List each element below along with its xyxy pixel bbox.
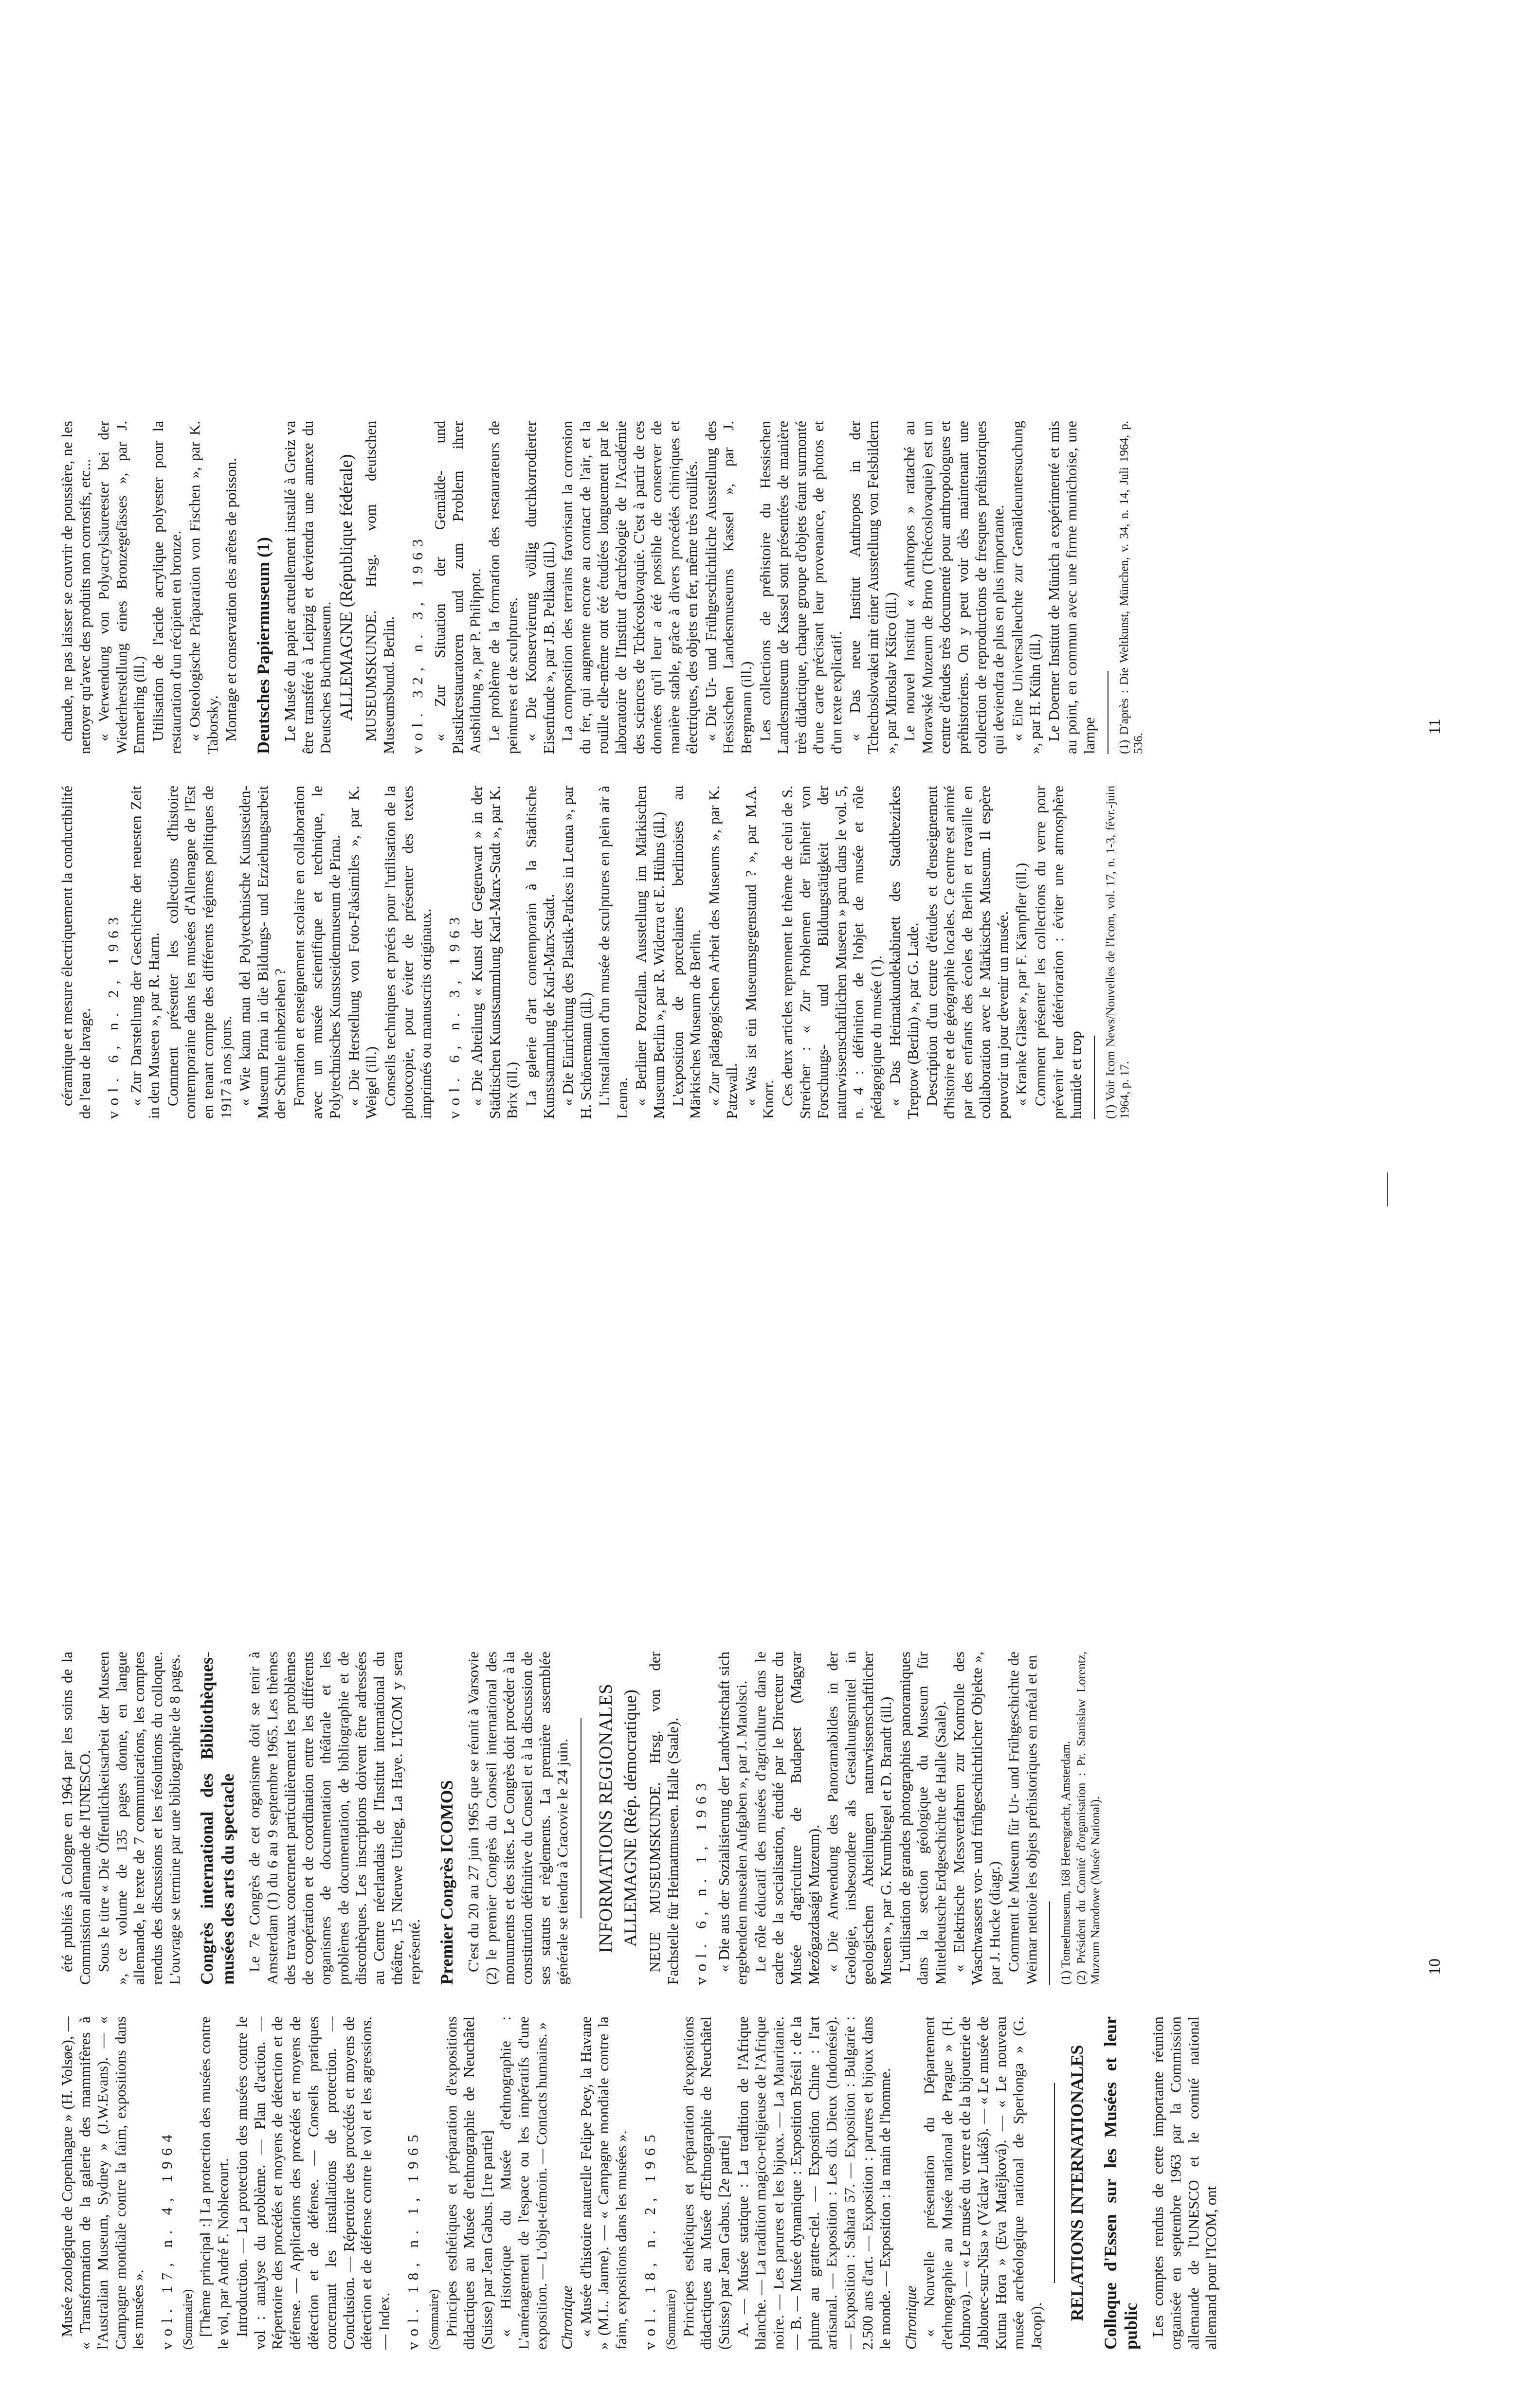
section-heading: Premier Congrès ICOMOS — [436, 1780, 456, 1985]
paragraph: « Die Einrichtung des Plastik-Parkes in Leuna », par H. Schönemann (ill.) — [559, 786, 594, 1119]
paragraph: Conseils techniques et précis pour l'utilisation de la photocopie, pour éviter de présenter des textes imprimés ou manuscrits originaux. — [381, 786, 434, 1119]
section-heading: Congrès international des Bibliothèques-musées des arts du spectacle — [197, 1652, 237, 1985]
paragraph: « Was ist ein Museumsgegenstand ? », par M.A. Knorr. — [742, 786, 777, 1119]
paragraph: [Thème principal :] La protection des musées contre le vol, par André F. Noblecourt. — [197, 2016, 232, 2350]
paragraph: « Die Herstellung von Foto-Faksimiles », par K. Weigel (ill.) — [345, 786, 380, 1119]
paragraph: Le nouvel Institut « Anthropos » rattaché au Moravské Muzeum de Brno (Tchécoslovaquie) est un centre d'études très documenté pour anthropologues et préhistoriens. On y peut voir dès maintenant une collection de reproductions de fresques préhistoriques qui deviendra de plus en plus importante. — [901, 421, 1007, 754]
paragraph: Formation et enseignement scolaire en collaboration avec un musée scientifique et technique, le Polytechnisches Kunstseidenmuseum de Pirna. — [290, 786, 344, 1119]
paragraph: « Die Ur- und Frühgeschichtliche Ausstellung des Hessischen Landesmuseums Kassel », par J. Bergmann (ill.) — [702, 421, 755, 754]
paragraph: Comment présenter les collections du verre pour prévenir leur détérioration : éviter une atmosphère humide et trop — [1032, 786, 1085, 1119]
paragraph: « Zur pädagogischen Arbeit des Museums », par K. Patzwall. — [705, 786, 741, 1119]
column-4 — [58, 421, 1435, 754]
paragraph: Le Doerner Institut de Münich a expérimenté et mis au point, en commun avec une firme munichoise, une lampe — [1045, 421, 1098, 754]
paragraph: Introduction. — La protection des musées contre le vol : analyse du problème. — Plan d'action. — Répertoire des procédés et moyens de détection et de défense. — Applications des procédés et moyens de détection et de défense. — Conseils pratiques concernant les installations de protection. — Conclusion. — Répertoire des procédés et moyens de détection et de défense contre le vol et les agressions. — Index. — [233, 2016, 393, 2350]
paragraph: « Wie kann man del Polytechnische Kunstseiden-Museum Pirna in die Bildungs- und Erziehungsarbeit der Schule einbeziehen ? — [236, 786, 289, 1119]
country-heading: ALLEMAGNE (Rép. démocratique) — [620, 1689, 640, 1947]
volume-heading: vol. 6, n. 2, 1963 — [105, 911, 122, 1119]
paragraph: été publiés à Cologne en 1964 par les soins de la Commission allemande de l'UNESCO. — [58, 1652, 93, 1985]
volume-heading: vol. 6, n. 1, 1963 — [692, 1777, 710, 1985]
section-heading: Deutsches Papiermuseum (1) — [253, 537, 273, 754]
paragraph: MUSEUMSKUNDE. Hrsg. vom deutschen Museumsbund. Berlin. — [362, 421, 398, 754]
paragraph: L'utilisation de grandes photographies panoramiques dans la section géologique du Museum für Mitteldeutsche Erdgeschichte de Halle (Saale). — [896, 1652, 949, 1985]
footnote-rule — [1049, 1902, 1050, 1985]
paragraph: « Das Heimatkundekabinett des Stadtbezirkes Treptow (Berlin) », par G. Lade. — [886, 786, 922, 1119]
country-heading: ALLEMAGNE (République fédérale) — [336, 454, 356, 721]
paragraph: Utilisation de l'acide acrylique polyester pour la restauration d'un récipient en bronze. — [149, 421, 184, 754]
page-number-right: 11 — [1426, 719, 1444, 735]
paragraph: L'exposition de porcelaines berlinoises au Märkisches Museum de Berlin. — [669, 786, 704, 1119]
section-title: RELATIONS INTERNATIONALES — [1067, 2045, 1087, 2321]
paragraph: « Die Abteilung « Kunst der Gegenwart » in der Städtischen Kunstsammlung Karl-Marx-Stadt », par K. Brix (ill.) — [468, 786, 521, 1119]
paragraph: Description d'un centre d'études et d'enseignement d'histoire et de géographie locales. Ce centre est animé par des enfants des écoles de Berlin et travaille en collaboration avec le Märkisches Museum. Il espère pouvoir un jour devenir un musée. — [923, 786, 1011, 1119]
chronique-label: Chronique — [558, 2285, 576, 2350]
paragraph: « Berliner Porzellan. Ausstellung im Märkischen Museum Berlin », par R. Widerra et E. Hühns (ill.) — [632, 786, 667, 1119]
paragraph: La galerie d'art contemporain à la Städtische Kunstsammlung de Karl-Marx-Stadt. — [522, 786, 558, 1119]
paragraph: « Historique du Musée d'ethnographie : L'aménagement de l'espace ou les impératifs d'une exposition. — L'objet-témoin. — Contacts humains. » — [497, 2016, 550, 2350]
sommaire-label: (Sommaire) — [181, 2289, 195, 2350]
paragraph: Comment présenter les collections d'histoire contemporaine dans les musées d'Allemagne de l'Est en tenant compte des différents régimes politiques de 1917 à nos jours. — [164, 786, 235, 1119]
paragraph: Principes esthétiques et préparation d'expositions didactiques au Musée d'Ethnographie de Neuchâtel (Suisse) par Jean Gabus. [2e partie] — [679, 2016, 732, 2350]
paragraph: Le Musée du papier actuellement installé à Greiz va être transféré à Leipzig et deviendra une annexe du Deutsches Buchmuseum. — [281, 421, 334, 754]
volume-heading: vol. 18, n. 1, 1965 — [404, 2129, 421, 2350]
paragraph: chaude, ne pas laisser se couvrir de poussière, ne les nettoyer qu'avec des produits non corrosifs, etc... — [58, 421, 93, 754]
paragraph: « Das neue Institut Anthropos in der Tchechoslovakei mit einer Ausstellung von Felsbildern », par Miroslav Kšico (ill.) — [846, 421, 899, 754]
paragraph: Principes esthétiques et préparation d'expositions didactiques au Musée d'ethnographie de Neuchâtel (Suisse) par Jean Gabus. [1re partie] — [442, 2016, 495, 2350]
paragraph: « Nouvelle présentation du Département d'ethnographie au Musée national de Prague » (H. Johnova). — « Le musée du verre et de la bijouterie de Jablonec-sur-Nisa » (Václav Lukáš). — « Le musée de Kutna Hora » (Eva Matějková). — « Le nouveau musée archéologique national de Sperlonga » (G. Jacopi). — [921, 2016, 1045, 2350]
footnote: (1) D'après : Die Weltkunst, München, v. 34, n. 14, Juli 1964, p. 536. — [1117, 421, 1145, 754]
footnote-rule — [1094, 1036, 1095, 1119]
footnote: (1) Toneelmuseum, 168 Herengracht, Amsterdam. — [1059, 1741, 1073, 1985]
paragraph: L'installation d'un musée de sculptures en plein air à Leuna. — [596, 786, 631, 1119]
paragraph: « Die Konservierung völlig durchkorrodierter Eisenfunde », par J.B. Pelikan (ill.) — [522, 421, 557, 754]
paragraph: Les comptes rendus de cette importante réunion organisée en septembre 1963 par la Commission allemande de l'UNESCO et le comité national allemand pour l'ICOM, ont — [1149, 2016, 1220, 2350]
paragraph: « Zur Situation der Gemälde- und Plastikrestauratoren und zum Problem ihrer Ausbildung », par P. Philippot. — [431, 421, 484, 754]
paragraph: « Die Anwendung des Panoramabildes in der Geologie, insbesondere als Gestaltungsmittel in geologischen Abteilungen naturwissenschaftlicher Museen », par G. Krumbiegel et D. Brandt (ill.) — [824, 1652, 894, 1985]
paragraph: « Musée d'histoire naturelle Felipe Poey, la Havane » (M.L. Jaume). — « Campagne mondiale contre la faim, expositions dans les musées ». — [577, 2016, 630, 2350]
footnote: (1) Voir Icom News/Nouvelles de l'Icom, vol. 17, n. 1-3, févr.-juin 1964, p. 17. — [1104, 786, 1132, 1119]
paragraph: « Osteologische Präparation von Fischen », par K. Taborsky. — [186, 421, 221, 754]
paragraph: La composition des terrains favorisant la corrosion du fer, qui augmente encore au contact de l'air, et la rouille elle-même ont été étudiées longuement par le laboratoire de l'Institut d'archéologie de l'Académie des sciences de Tchécoslovaquie. C'est à partir de ces données qu'il leur a été possible de conserver de manière stable, grâce à divers procédés chimiques et électriques, des objets en fer, même très rouillés. — [559, 421, 701, 754]
paragraph: « Die aus der Sozialisierung der Landwirtschaft sich ergebenden musealen Aufgaben », par J. Matolsci. — [715, 1652, 750, 1985]
paragraph: Comment le Museum für Ur- und Frühgeschichte de Weimar nettoie les objets préhistoriques en métal et en — [1004, 1652, 1040, 1985]
paragraph: Le 7e Congrès de cet organisme doit se tenir à Amsterdam (1) du 6 au 9 septembre 1965. Les thèmes des travaux concernent particulièrement les problèmes de coopération et de coordination entre les différents organismes de documentation théâtrale et les problèmes de documentation, de bibliographie et de discothèques. Les inscriptions doivent être adressées au Centre néerlandais de l'Institut international du théâtre, 15 Nieuwe Uitleg, La Haye. L'ICOM y sera représenté. — [245, 1652, 423, 1985]
volume-heading: vol. 18, n. 2, 1965 — [641, 2129, 658, 2350]
divider — [1054, 2083, 1055, 2283]
section-heading: Colloque d'Essen sur les Musées et leur public — [1100, 2016, 1141, 2350]
sommaire-label: (Sommaire) — [664, 2289, 678, 2350]
section-title: INFORMATIONS REGIONALES — [595, 1683, 616, 1953]
paragraph: « Elektrische Messverfahren zur Kontrolle des Waschwassers vor- und frühgeschichtlicher Objekte », par J. Hucke (diagr.) — [950, 1652, 1003, 1985]
sommaire-label: (Sommaire) — [427, 2289, 441, 2350]
chronique-label: Chronique — [902, 2285, 919, 2350]
paragraph: NEUE MUSEUMSKUNDE. Hrsg. von der Fachstelle für Heimatmuseen. Halle (Saale). — [646, 1652, 681, 1985]
paragraph: céramique et mesure électriquement la conductibilité de l'eau de lavage. — [58, 786, 93, 1119]
paragraph: Ces deux articles reprennent le thème de celui de S. Streicher : « Zur Problemen der Einheit von Forschungs- und Bildungstätigkeit der naturwissenschaftlichen Museen » paru dans le vol. 5, n. 4 : définition de l'objet de musée et rôle pédagogique du musée (1). — [778, 786, 885, 1119]
column-2 — [58, 1652, 1435, 1985]
paragraph: « Verwendung von Polyacrylsäureester bei der Wiederherstellung eines Bronzegefässes », par J. Emmerling (ill.) — [95, 421, 148, 754]
paragraph: Le rôle éducatif des musées d'agriculture dans le cadre de la socialisation, étudié par le Directeur du Musée d'agriculture de Budapest (Magyar Mezőgazdasági Muzeum). — [751, 1652, 822, 1985]
fold-mark — [1387, 1172, 1388, 1206]
paragraph: Sous le titre « Die Öffentlichkeitsarbeit der Museen », ce volume de 135 pages donne, en langue allemande, le texte de 7 communications, les comptes rendus des discussions et les résolutions du colloque. L'ouvrage se termine par une bibliographie de 8 pages. — [95, 1652, 183, 1985]
footnote: (2) Président du Comité d'organisation : Pr. Stanislaw Lorentz, Muzeum Narodowe (Musée National). — [1074, 1652, 1103, 1985]
volume-heading: vol. 6, n. 3, 1963 — [445, 911, 463, 1119]
paragraph: Les collections de préhistoire du Hessischen Landesmuseum de Kassel sont présentées de manière très didactique, chaque groupe d'objets étant surmonté d'une carte précisant leur provenance, de photos et d'un texte explicatif. — [756, 421, 845, 754]
column-3 — [58, 786, 1435, 1119]
column-1 — [58, 2016, 1435, 2350]
paragraph: C'est du 20 au 27 juin 1965 que se réunit à Varsovie (2) le premier Congrès du Conseil international des monuments et des sites. Le Congrès doit procéder à la constitution définitive du Conseil et à la discussion de ses statuts et règlements. La première assemblée générale se tiendra à Cracovie le 24 juin. — [465, 1652, 571, 1985]
volume-heading: vol. 32, n. 3, 1963 — [408, 533, 426, 754]
paragraph: Musée zoologique de Copenhague » (H. Volsøe), — « Transformation de la galerie des mammifères à l'Australian Museum, Sydney » (J.W.Evans). — « Campagne mondiale contre la faim, expositions dans les musées ». — [58, 2016, 147, 2350]
paragraph: A. — Musée statique : La tradition de l'Afrique blanche. — La tradition magico-religieuse de l'Afrique noire. — Les parures et les bijoux. — La Mauritanie. — B. — Musée dynamique : Exposition Brésil : de la plume au gratte-ciel. — Exposition Chine : l'art artisanal. — Exposition : Les dix Dieux (Indonésie). — Exposition : Sahara 57. — Exposition : Bulgarie : 2.500 ans d'art. — Exposition : parures et bijoux dans le monde. — Exposition : la main de l'homme. — [734, 2016, 894, 2350]
paragraph: Le problème de la formation des restaurateurs de peintures et de sculptures. — [485, 421, 521, 754]
paragraph: Montage et conservation des arêtes de poisson. — [222, 458, 240, 741]
paragraph: « Zur Darstellung der Geschichte der neuesten Zeit in den Museen », par R. Harm. — [127, 786, 163, 1119]
page-number-left: 10 — [1426, 1959, 1444, 1975]
paragraph: « Eine Universalleuchte zur Gemäldeuntersuchung », par H. Kühn (ill.) — [1008, 421, 1044, 754]
volume-heading: vol. 17, n. 4, 1964 — [158, 2129, 175, 2350]
paragraph: « Kranke Gläser », par F. Kämpfler (ill.) — [1013, 863, 1030, 1106]
